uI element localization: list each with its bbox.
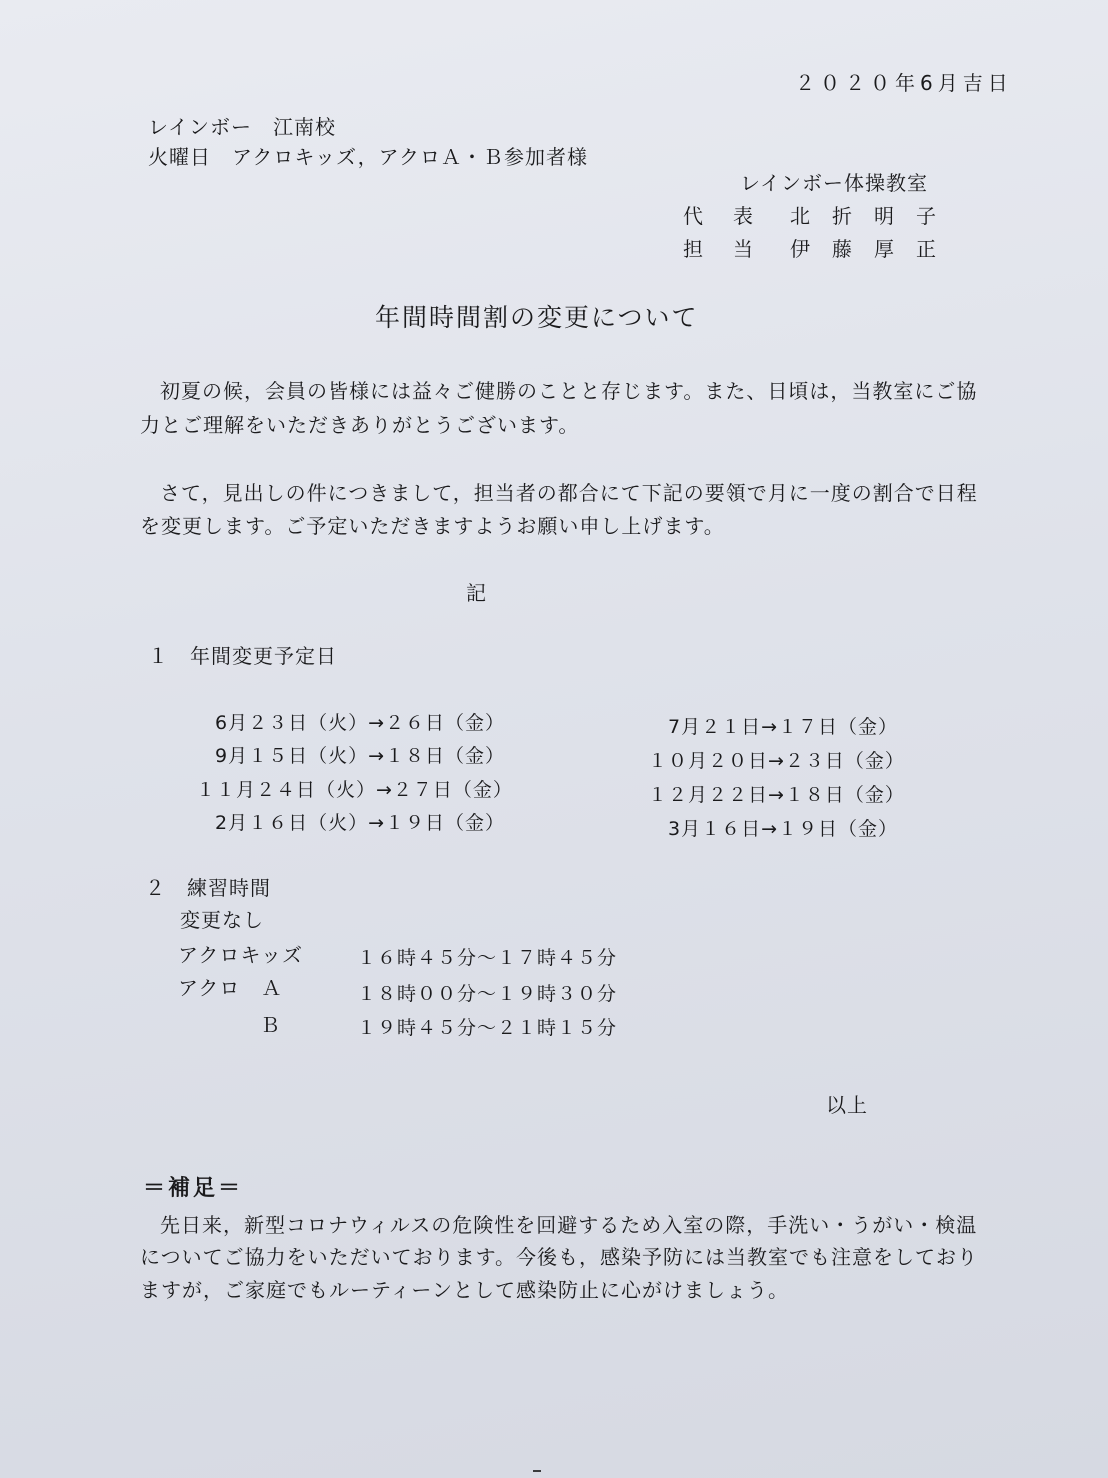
recipient-school: レインボー 江南校 <box>148 115 336 139</box>
practice-class-time: １８時００分～１９時３０分 <box>357 983 618 1005</box>
representative-role: 代 表 <box>683 204 758 228</box>
change-date-left: 9月１５日（火）→１８日（金） <box>215 745 506 767</box>
staff-name: 伊 藤 厚 正 <box>790 237 937 261</box>
change-date-right: 3月１６日→１９日（金） <box>668 818 899 840</box>
document-date: ２０２０年6月吉日 <box>795 71 1013 95</box>
request-paragraph-line: さて，見出しの件につきまして，担当者の都合にて下記の要領で月に一度の割合で日程 <box>160 481 978 505</box>
intro-paragraph-line: 初夏の候，会員の皆様には益々ご健勝のことと存じます。また、日頃は，当教室にご協 <box>160 379 978 403</box>
change-date-right: 7月２１日→１７日（金） <box>668 716 899 738</box>
practice-class-label: Ｂ <box>260 1013 281 1037</box>
supplement-line: ますが，ご家庭でもルーティーンとして感染防止に心がけましょう。 <box>140 1278 789 1302</box>
change-date-left: １１月２４日（火）→２７日（金） <box>196 779 513 801</box>
intro-paragraph-line: 力とご理解をいただきありがとうございます。 <box>140 413 580 437</box>
supplement-heading: ＝補足＝ <box>143 1176 244 1201</box>
practice-class-time: １６時４５分～１７時４５分 <box>357 947 618 969</box>
change-date-left: 6月２３日（火）→２６日（金） <box>215 712 506 734</box>
representative-name: 北 折 明 子 <box>790 204 937 228</box>
closing-ijo: 以上 <box>826 1093 868 1117</box>
supplement-line: 先日来，新型コロナウィルスの危険性を回避するため入室の際，手洗い・うがい・検温 <box>160 1213 978 1237</box>
practice-class-label: アクロ Ａ <box>178 976 283 1000</box>
supplement-line: についてご協力をいただいております。今後も，感染予防には当教室でも注意をしており <box>140 1245 978 1269</box>
section-heading-change-dates: １ 年間変更予定日 <box>148 644 337 668</box>
document-title: 年間時間割の変更について <box>375 303 699 332</box>
sender-organization: レインボー体操教室 <box>740 171 928 195</box>
section-heading-practice-time: ２ 練習時間 <box>145 876 271 900</box>
practice-class-label: アクロキッズ <box>178 943 303 967</box>
ki-marker: 記 <box>466 581 487 605</box>
practice-time-note: 変更なし <box>180 908 264 932</box>
change-date-right: １２月２２日→１８日（金） <box>648 784 905 806</box>
change-date-left: 2月１６日（火）→１９日（金） <box>215 812 506 834</box>
change-date-right: １０月２０日→２３日（金） <box>648 750 905 772</box>
staff-role: 担 当 <box>683 237 758 261</box>
practice-class-time: １９時４５分～２１時１５分 <box>357 1017 618 1039</box>
recipient-participants: 火曜日 アクロキッズ，アクロＡ・Ｂ参加者様 <box>148 145 588 169</box>
request-paragraph-line: を変更します。ご予定いただきますようお願い申し上げます。 <box>140 514 725 538</box>
page-number-mark <box>533 1470 541 1472</box>
